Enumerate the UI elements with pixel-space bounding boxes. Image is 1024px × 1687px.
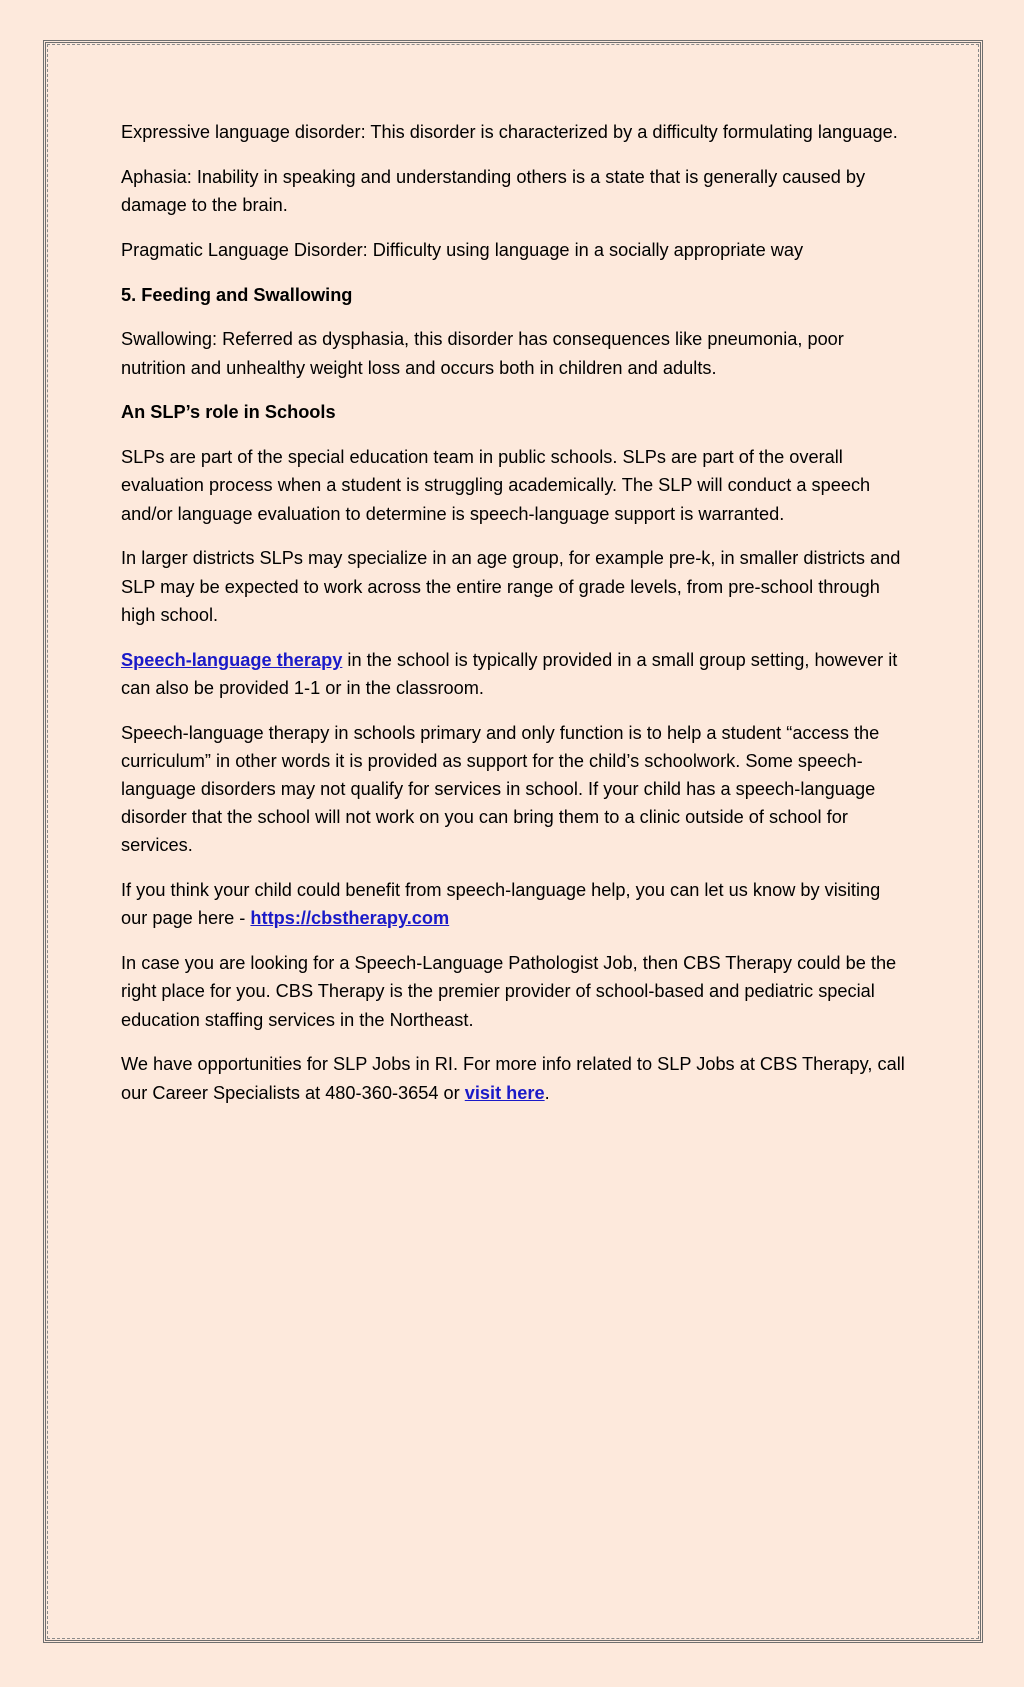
opportunities-end: . [544,1082,550,1103]
paragraph-contact [121,876,911,932]
contact-text: If you think your child could benefit from speech-language help, you can let us know by visiting our page here - [121,880,881,929]
paragraph-slp-team: SLPs are part of the special education team in public schools. SLPs are part of the overall evaluation process when a student is struggling academically. The SLP will conduct a speech and/or language evaluation to determine is speech-language support is warranted. [121,447,871,524]
visit-here-link[interactable]: visit here [464,1082,545,1103]
heading-slp-role: An SLP’s role in Schools [121,402,336,423]
paragraph-expressive-language: Expressive language disorder: This disorder is characterized by a difficulty formulating language. [121,122,898,142]
speech-language-therapy-link[interactable]: Speech-language therapy [121,649,343,670]
paragraph-opportunities [121,1050,911,1106]
paragraph-districts: In larger districts SLPs may specialize in an age group, for example pre-k, in smaller districts and SLP may be expected to work across the entire range of grade levels, from pre-school through high school. [121,548,901,625]
paragraph-aphasia: Aphasia: Inability in speaking and understanding others is a state that is generally caused by damage to the brain. [121,166,866,215]
document-body [121,118,911,1123]
paragraph-job: In case you are looking for a Speech-Language Pathologist Job, then CBS Therapy could be the right place for you. CBS Therapy is the premier provider of school-based and pediatric special education staffing services in the Northeast. [121,953,897,1030]
therapy-setting-text: in the school is typically provided in a small group setting, however it can also be provided 1-1 or in the classroom. [121,649,898,698]
heading-feeding-swallowing: 5. Feeding and Swallowing [121,284,353,305]
paragraph-therapy-function: Speech-language therapy in schools primary and only function is to help a student “access the curriculum” in other words it is provided as support for the child’s schoolwork. Some speech-language disorders may not qualify for services in school. If your child has a speech-language disorder that the school will not work on you can bring them to a clinic outside of school for services. [121,722,880,856]
opportunities-text: We have opportunities for SLP Jobs in RI. For more info related to SLP Jobs at CBS Therapy, call our Career Specialists at 480-360-3654 or [121,1054,905,1103]
paragraph-swallowing: Swallowing: Referred as dysphasia, this disorder has consequences like pneumonia, poor nutrition and unhealthy weight loss and occurs both in children and adults. [121,329,844,378]
paragraph-pragmatic-language: Pragmatic Language Disorder: Difficulty using language in a socially appropriate way [121,239,804,260]
paragraph-therapy-setting [121,646,911,702]
cbstherapy-link[interactable]: https://cbstherapy.com [250,908,450,929]
